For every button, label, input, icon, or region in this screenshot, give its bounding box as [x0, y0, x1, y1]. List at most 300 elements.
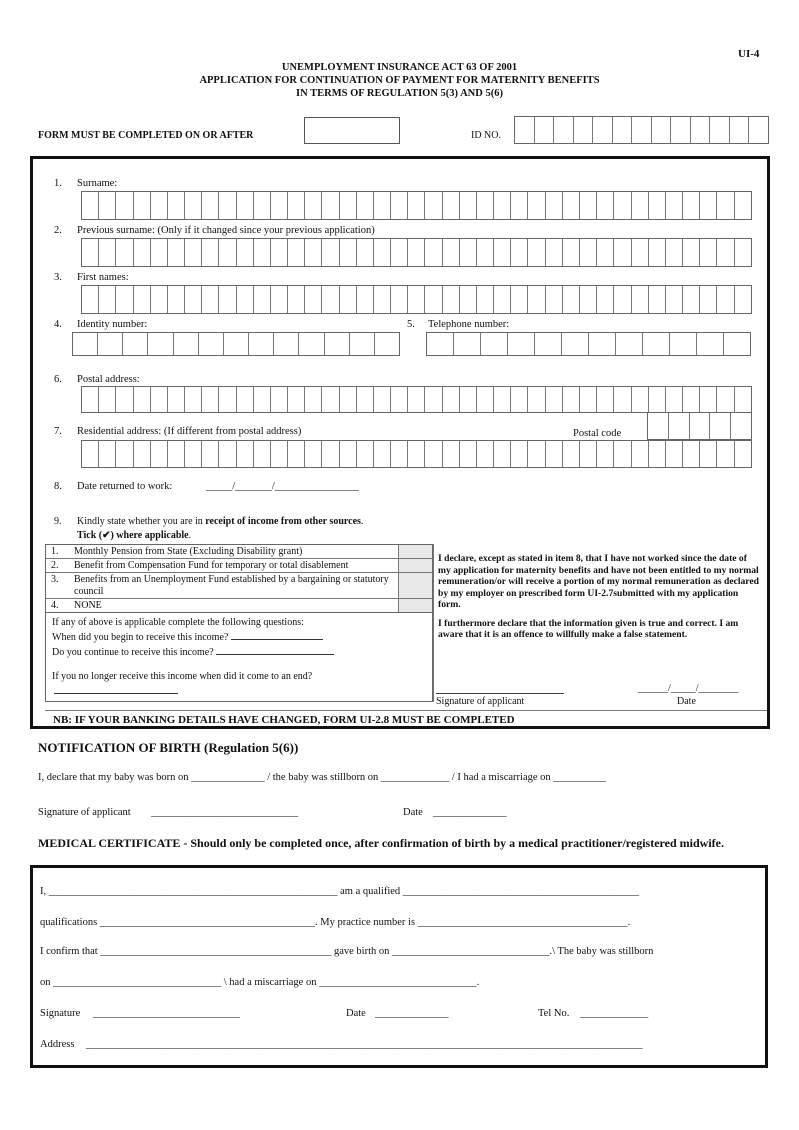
character-box[interactable]	[305, 286, 322, 313]
residential-address-boxes[interactable]	[81, 440, 752, 468]
character-box[interactable]	[511, 387, 528, 412]
character-box[interactable]	[460, 286, 477, 313]
income-followup-questions	[45, 613, 433, 702]
character-box[interactable]	[185, 239, 202, 266]
character-box[interactable]	[99, 192, 116, 219]
character-box[interactable]	[224, 333, 249, 355]
surname-boxes[interactable]	[81, 191, 752, 220]
character-box[interactable]	[494, 192, 511, 219]
q-end-field[interactable]	[54, 684, 178, 694]
character-box[interactable]	[299, 333, 324, 355]
character-box[interactable]	[731, 413, 751, 439]
character-box[interactable]	[357, 286, 374, 313]
character-box[interactable]	[700, 441, 717, 467]
character-box[interactable]	[185, 387, 202, 412]
character-box[interactable]	[116, 441, 133, 467]
character-box[interactable]	[151, 286, 168, 313]
character-box[interactable]	[710, 413, 731, 439]
character-box[interactable]	[597, 387, 614, 412]
character-box[interactable]	[632, 387, 649, 412]
character-box[interactable]	[546, 286, 563, 313]
character-box[interactable]	[116, 387, 133, 412]
character-box[interactable]	[477, 192, 494, 219]
character-box[interactable]	[580, 387, 597, 412]
character-box[interactable]	[168, 192, 185, 219]
character-box[interactable]	[563, 286, 580, 313]
character-box[interactable]	[511, 286, 528, 313]
character-box[interactable]	[554, 117, 574, 143]
character-box[interactable]	[219, 286, 236, 313]
character-box[interactable]	[237, 387, 254, 412]
character-box[interactable]	[185, 192, 202, 219]
character-box[interactable]	[616, 333, 643, 355]
character-box[interactable]	[717, 286, 734, 313]
character-box[interactable]	[219, 239, 236, 266]
character-box[interactable]	[237, 239, 254, 266]
postal-address-label: Postal address:	[77, 374, 140, 385]
character-box[interactable]	[408, 192, 425, 219]
character-box[interactable]	[254, 239, 271, 266]
character-box[interactable]	[357, 387, 374, 412]
character-box[interactable]	[528, 286, 545, 313]
character-box[interactable]	[669, 413, 690, 439]
income-option-number: 2.	[51, 560, 59, 571]
character-box[interactable]	[443, 441, 460, 467]
character-box[interactable]	[288, 387, 305, 412]
character-box[interactable]	[683, 286, 700, 313]
birth-signature-label: Signature of applicant	[38, 807, 131, 818]
character-box[interactable]	[408, 441, 425, 467]
character-box[interactable]	[305, 387, 322, 412]
character-box[interactable]	[82, 192, 99, 219]
character-box[interactable]	[652, 117, 672, 143]
character-box[interactable]	[460, 239, 477, 266]
income-option-tick-box[interactable]	[399, 599, 432, 612]
character-box[interactable]	[697, 333, 724, 355]
character-box[interactable]	[666, 192, 683, 219]
character-box[interactable]	[683, 387, 700, 412]
character-box[interactable]	[528, 192, 545, 219]
completed-on-date-field[interactable]	[304, 117, 400, 144]
character-box[interactable]	[391, 239, 408, 266]
character-box[interactable]	[274, 333, 299, 355]
previous-surname-number: 2.	[54, 225, 62, 236]
character-box[interactable]	[202, 239, 219, 266]
character-box[interactable]	[134, 286, 151, 313]
id-no-boxes[interactable]	[514, 116, 769, 144]
character-box[interactable]	[168, 387, 185, 412]
birth-declaration-line[interactable]: I, declare that my baby was born on ______________ / the baby was stillborn on _____________ / I had a miscarriage on __________	[38, 772, 606, 783]
character-box[interactable]	[374, 387, 391, 412]
income-intro-suffix: .	[360, 516, 364, 527]
character-box[interactable]	[546, 239, 563, 266]
character-box[interactable]	[237, 441, 254, 467]
character-box[interactable]	[151, 441, 168, 467]
character-box[interactable]	[202, 192, 219, 219]
character-box[interactable]	[288, 239, 305, 266]
character-box[interactable]	[666, 286, 683, 313]
character-box[interactable]	[174, 333, 199, 355]
character-box[interactable]	[649, 387, 666, 412]
character-box[interactable]	[494, 387, 511, 412]
character-box[interactable]	[357, 239, 374, 266]
character-box[interactable]	[123, 333, 148, 355]
character-box[interactable]	[460, 441, 477, 467]
character-box[interactable]	[632, 239, 649, 266]
character-box[interactable]	[134, 441, 151, 467]
character-box[interactable]	[546, 441, 563, 467]
character-box[interactable]	[148, 333, 173, 355]
character-box[interactable]	[271, 192, 288, 219]
medical-signature-label: Signature	[40, 1008, 81, 1019]
character-box[interactable]	[322, 286, 339, 313]
character-box[interactable]	[614, 286, 631, 313]
character-box[interactable]	[562, 333, 589, 355]
medical-line-qualifications[interactable]: qualifications _________________________________________. My practice number is ________________________________________.	[40, 917, 631, 928]
character-box[interactable]	[443, 239, 460, 266]
character-box[interactable]	[443, 387, 460, 412]
character-box[interactable]	[593, 117, 613, 143]
character-box[interactable]	[185, 286, 202, 313]
character-box[interactable]	[460, 192, 477, 219]
character-box[interactable]	[185, 441, 202, 467]
character-box[interactable]	[700, 286, 717, 313]
character-box[interactable]	[322, 239, 339, 266]
character-box[interactable]	[477, 239, 494, 266]
title-act: UNEMPLOYMENT INSURANCE ACT 63 OF 2001	[281, 62, 518, 73]
character-box[interactable]	[580, 192, 597, 219]
character-box[interactable]	[494, 239, 511, 266]
character-box[interactable]	[288, 441, 305, 467]
character-box[interactable]	[202, 441, 219, 467]
character-box[interactable]	[717, 192, 734, 219]
character-box[interactable]	[340, 192, 357, 219]
character-box[interactable]	[528, 387, 545, 412]
character-box[interactable]	[322, 192, 339, 219]
character-box[interactable]	[515, 117, 535, 143]
character-box[interactable]	[408, 387, 425, 412]
character-box[interactable]	[666, 387, 683, 412]
character-box[interactable]	[574, 117, 594, 143]
character-box[interactable]	[597, 192, 614, 219]
character-box[interactable]	[614, 387, 631, 412]
title-regulation: IN TERMS OF REGULATION 5(3) AND 5(6)	[296, 88, 503, 99]
character-box[interactable]	[237, 192, 254, 219]
character-box[interactable]	[749, 117, 768, 143]
character-box[interactable]	[219, 192, 236, 219]
character-box[interactable]	[425, 286, 442, 313]
character-box[interactable]	[391, 387, 408, 412]
postal-address-boxes[interactable]	[81, 386, 752, 413]
character-box[interactable]	[477, 441, 494, 467]
character-box[interactable]	[254, 286, 271, 313]
character-box[interactable]	[305, 192, 322, 219]
character-box[interactable]	[477, 286, 494, 313]
character-box[interactable]	[717, 387, 734, 412]
character-box[interactable]	[649, 441, 666, 467]
first-names-boxes[interactable]	[81, 285, 752, 314]
character-box[interactable]	[683, 239, 700, 266]
tick-instruction-bold: Tick (✔) where applicable	[77, 530, 189, 541]
character-box[interactable]	[563, 387, 580, 412]
income-option-tick-box[interactable]	[399, 545, 432, 558]
medical-tel-label: Tel No.	[538, 1008, 570, 1019]
tick-instruction-suffix: .	[188, 530, 192, 541]
character-box[interactable]	[735, 286, 751, 313]
character-box[interactable]	[535, 117, 555, 143]
character-box[interactable]	[271, 387, 288, 412]
character-box[interactable]	[408, 239, 425, 266]
medical-tel-field[interactable]: _____________	[580, 1008, 649, 1019]
character-box[interactable]	[649, 192, 666, 219]
medical-date-field[interactable]: ______________	[375, 1008, 449, 1019]
character-box[interactable]	[494, 286, 511, 313]
character-box[interactable]	[116, 239, 133, 266]
character-box[interactable]	[580, 239, 597, 266]
character-box[interactable]	[613, 117, 633, 143]
character-box[interactable]	[116, 192, 133, 219]
character-box[interactable]	[735, 239, 751, 266]
character-box[interactable]	[614, 441, 631, 467]
character-box[interactable]	[116, 286, 133, 313]
declaration-signature-line[interactable]	[436, 693, 564, 694]
followup-intro: If any of above is applicable complete the following questions:	[52, 617, 304, 628]
character-box[interactable]	[700, 387, 717, 412]
character-box[interactable]	[443, 286, 460, 313]
income-option-tick-box[interactable]	[399, 559, 432, 572]
character-box[interactable]	[683, 441, 700, 467]
character-box[interactable]	[670, 333, 697, 355]
character-box[interactable]	[99, 441, 116, 467]
medical-date-label: Date	[346, 1008, 366, 1019]
character-box[interactable]	[494, 441, 511, 467]
telephone-number-number: 5.	[407, 319, 415, 330]
character-box[interactable]	[710, 117, 730, 143]
identity-number-boxes[interactable]	[72, 332, 400, 356]
character-box[interactable]	[632, 441, 649, 467]
birth-date-field[interactable]: ______________	[433, 807, 507, 818]
character-box[interactable]	[649, 239, 666, 266]
q-begin-field[interactable]	[231, 630, 323, 640]
character-box[interactable]	[134, 192, 151, 219]
character-box[interactable]	[254, 387, 271, 412]
character-box[interactable]	[563, 441, 580, 467]
character-box[interactable]	[271, 239, 288, 266]
character-box[interactable]	[546, 192, 563, 219]
first-names-number: 3.	[54, 272, 62, 283]
character-box[interactable]	[460, 387, 477, 412]
character-box[interactable]	[511, 441, 528, 467]
q-end-label: If you no longer receive this income when did it come to an end?	[52, 671, 313, 682]
character-box[interactable]	[563, 192, 580, 219]
income-option-tick-box[interactable]	[399, 573, 432, 598]
character-box[interactable]	[735, 441, 751, 467]
character-box[interactable]	[481, 333, 508, 355]
q-continue-row	[52, 645, 426, 660]
character-box[interactable]	[375, 333, 399, 355]
previous-surname-boxes[interactable]	[81, 238, 752, 267]
character-box[interactable]	[425, 441, 442, 467]
character-box[interactable]	[597, 441, 614, 467]
character-box[interactable]	[632, 192, 649, 219]
character-box[interactable]	[134, 239, 151, 266]
character-box[interactable]	[374, 239, 391, 266]
character-box[interactable]	[73, 333, 98, 355]
character-box[interactable]	[237, 286, 254, 313]
character-box[interactable]	[249, 333, 274, 355]
character-box[interactable]	[219, 387, 236, 412]
character-box[interactable]	[632, 286, 649, 313]
character-box[interactable]	[408, 286, 425, 313]
character-box[interactable]	[511, 192, 528, 219]
character-box[interactable]	[82, 286, 99, 313]
character-box[interactable]	[528, 239, 545, 266]
completed-on-label: FORM MUST BE COMPLETED ON OR AFTER	[38, 130, 254, 141]
character-box[interactable]	[82, 239, 99, 266]
character-box[interactable]	[340, 387, 357, 412]
character-box[interactable]	[614, 192, 631, 219]
postal-code-label: Postal code	[573, 428, 622, 439]
character-box[interactable]	[254, 441, 271, 467]
character-box[interactable]	[443, 192, 460, 219]
character-box[interactable]	[99, 387, 116, 412]
character-box[interactable]	[219, 441, 236, 467]
character-box[interactable]	[288, 286, 305, 313]
birth-heading-rest: (Regulation 5(6))	[200, 740, 299, 755]
character-box[interactable]	[700, 192, 717, 219]
character-box[interactable]	[632, 117, 652, 143]
character-box[interactable]	[735, 387, 751, 412]
character-box[interactable]	[580, 286, 597, 313]
character-box[interactable]	[325, 333, 350, 355]
character-box[interactable]	[374, 192, 391, 219]
telephone-number-boxes[interactable]	[426, 332, 751, 356]
character-box[interactable]	[643, 333, 670, 355]
declaration-date-field[interactable]: ______/_____/________	[638, 683, 739, 694]
character-box[interactable]	[391, 441, 408, 467]
character-box[interactable]	[425, 387, 442, 412]
character-box[interactable]	[168, 239, 185, 266]
character-box[interactable]	[168, 441, 185, 467]
character-box[interactable]	[614, 239, 631, 266]
character-box[interactable]	[340, 441, 357, 467]
character-box[interactable]	[535, 333, 562, 355]
character-box[interactable]	[374, 286, 391, 313]
character-box[interactable]	[580, 441, 597, 467]
character-box[interactable]	[288, 192, 305, 219]
character-box[interactable]	[357, 441, 374, 467]
character-box[interactable]	[597, 239, 614, 266]
character-box[interactable]	[391, 192, 408, 219]
medical-heading: MEDICAL CERTIFICATE - Should only be completed once, after confirmation of birth by a medical practitioner/registered midwife.	[38, 836, 724, 850]
character-box[interactable]	[202, 286, 219, 313]
character-box[interactable]	[99, 239, 116, 266]
character-box[interactable]	[546, 387, 563, 412]
character-box[interactable]	[717, 441, 734, 467]
character-box[interactable]	[254, 192, 271, 219]
character-box[interactable]	[671, 117, 691, 143]
character-box[interactable]	[134, 387, 151, 412]
character-box[interactable]	[199, 333, 224, 355]
medical-line-confirm[interactable]: I confirm that ____________________________________________ gave birth on ______________________________.\ The baby was stillborn	[40, 946, 654, 957]
character-box[interactable]	[477, 387, 494, 412]
character-box[interactable]	[425, 239, 442, 266]
character-box[interactable]	[350, 333, 375, 355]
income-intro-bold: receipt of income from other sources	[205, 516, 361, 527]
character-box[interactable]	[724, 333, 750, 355]
character-box[interactable]	[649, 286, 666, 313]
character-box[interactable]	[99, 286, 116, 313]
declaration-box	[433, 544, 767, 702]
character-box[interactable]	[98, 333, 123, 355]
character-box[interactable]	[305, 239, 322, 266]
character-box[interactable]	[305, 441, 322, 467]
character-box[interactable]	[691, 117, 711, 143]
income-option-row	[46, 559, 432, 573]
character-box[interactable]	[322, 441, 339, 467]
declaration-date-label: Date	[677, 696, 696, 707]
character-box[interactable]	[357, 192, 374, 219]
character-box[interactable]	[666, 239, 683, 266]
character-box[interactable]	[374, 441, 391, 467]
character-box[interactable]	[168, 286, 185, 313]
medical-signature-field[interactable]: ____________________________	[93, 1008, 240, 1019]
character-box[interactable]	[700, 239, 717, 266]
character-box[interactable]	[683, 192, 700, 219]
character-box[interactable]	[648, 413, 669, 439]
character-box[interactable]	[202, 387, 219, 412]
character-box[interactable]	[690, 413, 711, 439]
previous-surname-label: Previous surname: (Only if it changed since your previous application)	[77, 225, 375, 236]
character-box[interactable]	[425, 192, 442, 219]
character-box[interactable]	[340, 239, 357, 266]
character-box[interactable]	[340, 286, 357, 313]
character-box[interactable]	[735, 192, 751, 219]
medical-line-practitioner[interactable]: I, _______________________________________________________ am a qualified _____________________________________________	[40, 886, 640, 897]
character-box[interactable]	[271, 441, 288, 467]
character-box[interactable]	[151, 239, 168, 266]
character-box[interactable]	[322, 387, 339, 412]
character-box[interactable]	[666, 441, 683, 467]
nb-divider	[45, 710, 767, 711]
character-box[interactable]	[730, 117, 750, 143]
birth-signature-field[interactable]: ____________________________	[151, 807, 298, 818]
character-box[interactable]	[563, 239, 580, 266]
postal-code-boxes[interactable]	[647, 413, 752, 440]
character-box[interactable]	[82, 441, 99, 467]
income-number: 9.	[54, 516, 62, 527]
character-box[interactable]	[589, 333, 616, 355]
income-tick-instruction	[77, 530, 191, 541]
character-box[interactable]	[508, 333, 535, 355]
character-box[interactable]	[82, 387, 99, 412]
character-box[interactable]	[391, 286, 408, 313]
character-box[interactable]	[528, 441, 545, 467]
character-box[interactable]	[717, 239, 734, 266]
date-returned-field[interactable]: _____/_______/________________	[206, 481, 359, 492]
medical-line-on[interactable]: on ________________________________ \ had a miscarriage on ______________________________.	[40, 977, 480, 988]
declaration-signature-label: Signature of applicant	[436, 696, 525, 707]
character-box[interactable]	[511, 239, 528, 266]
q-continue-field[interactable]	[216, 645, 334, 655]
character-box[interactable]	[271, 286, 288, 313]
character-box[interactable]	[151, 192, 168, 219]
medical-address-field[interactable]: __________________________________________________________________________________________________________	[86, 1039, 643, 1050]
character-box[interactable]	[427, 333, 454, 355]
character-box[interactable]	[151, 387, 168, 412]
character-box[interactable]	[597, 286, 614, 313]
character-box[interactable]	[454, 333, 481, 355]
